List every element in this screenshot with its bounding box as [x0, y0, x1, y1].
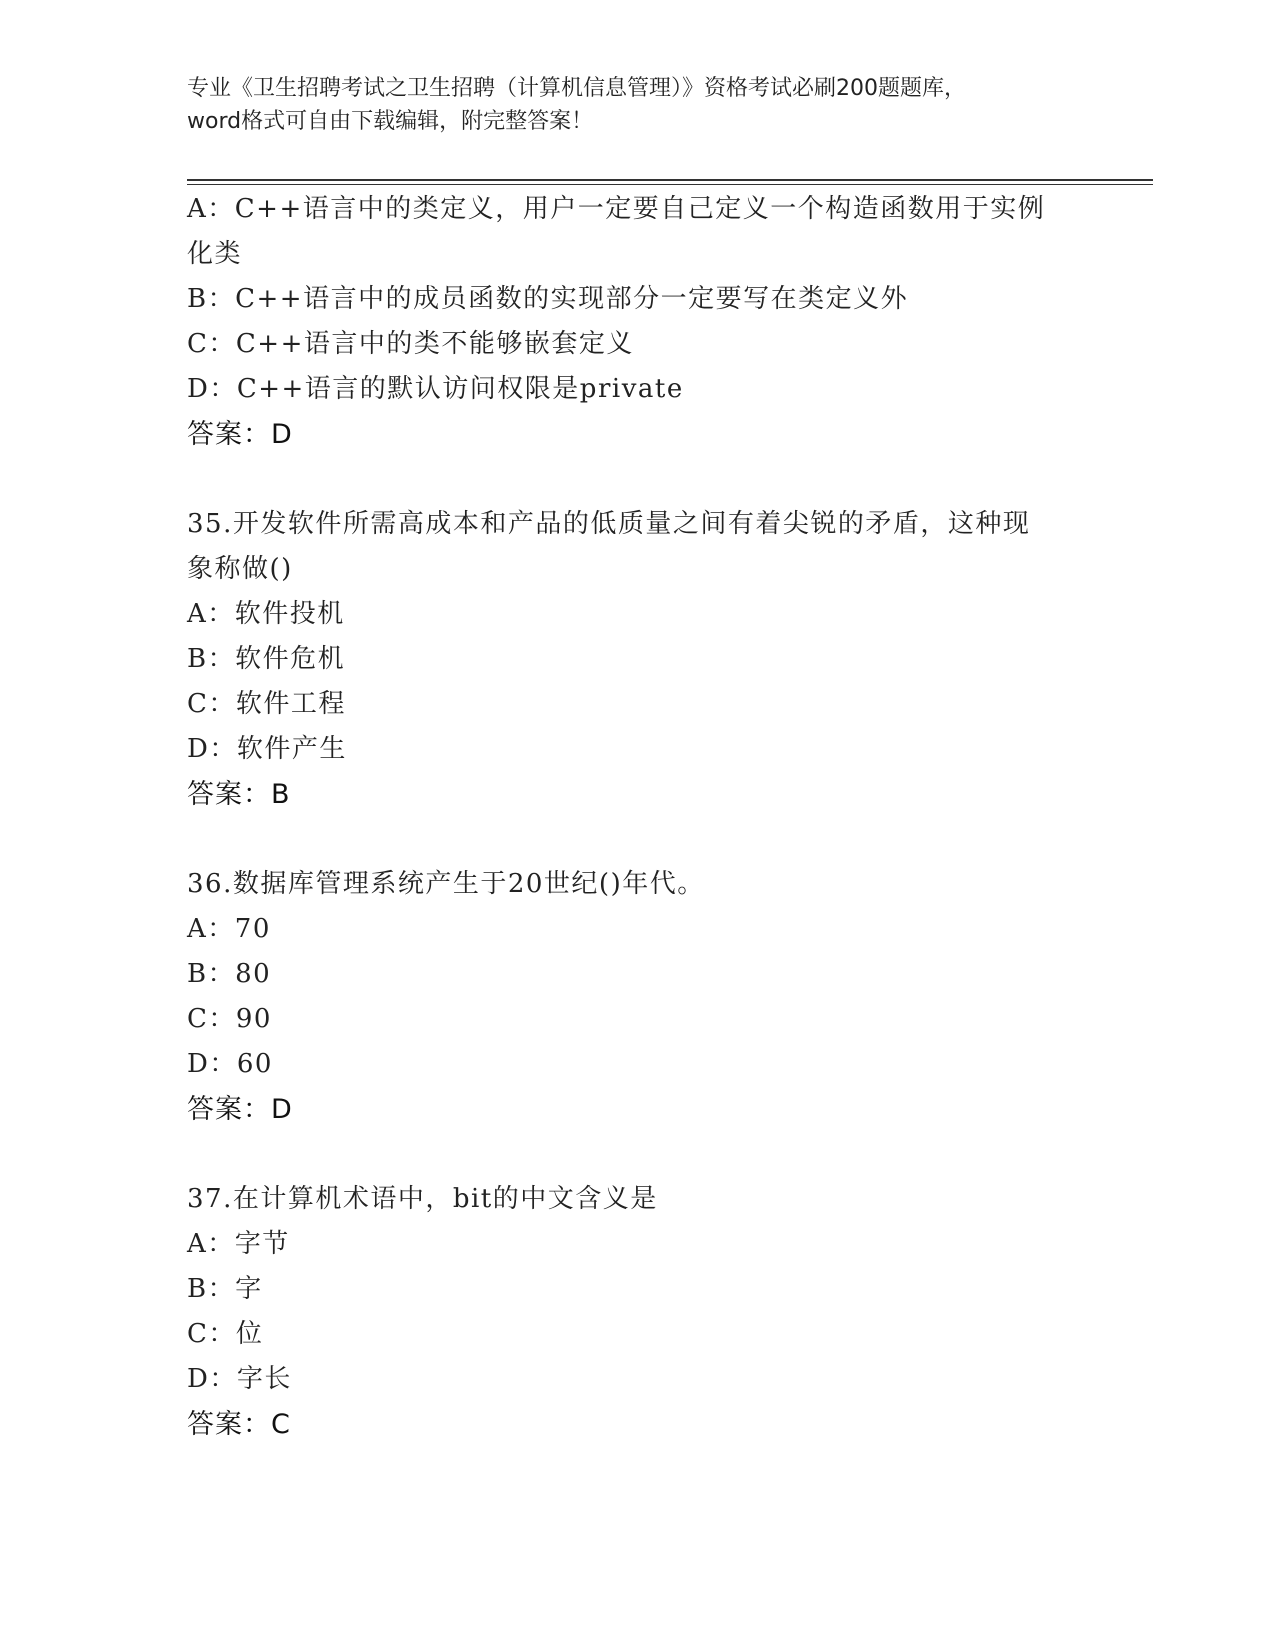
- question-list: [187, 187, 1087, 1447]
- spacer: [187, 1132, 1087, 1177]
- header-divider-thin: [187, 184, 1153, 185]
- answer: 答案：B: [187, 779, 291, 810]
- option-a: A：字节: [187, 1229, 290, 1259]
- option-d: D：字长: [187, 1364, 292, 1394]
- question-stem: 36.数据库管理系统产生于20世纪()年代。: [187, 869, 705, 899]
- option-d: D：软件产生: [187, 734, 347, 764]
- answer: 答案：D: [187, 419, 293, 450]
- option-b: B：80: [187, 959, 272, 989]
- option-a: A：软件投机: [187, 599, 345, 629]
- option-b: B：字: [187, 1274, 263, 1304]
- question-37: [187, 1177, 1087, 1447]
- question-stem: 37.在计算机术语中，bit的中文含义是: [187, 1184, 658, 1214]
- option-a: A：70: [187, 914, 271, 944]
- question-36: [187, 862, 1087, 1132]
- question-34: [187, 187, 1087, 457]
- option-c: C：90: [187, 1004, 272, 1034]
- option-d: D：C++语言的默认访问权限是private: [187, 374, 684, 404]
- answer: 答案：C: [187, 1409, 291, 1440]
- header-divider-thick: [187, 179, 1153, 181]
- question-stem-line-1: 35.开发软件所需高成本和产品的低质量之间有着尖锐的矛盾，这种现: [187, 509, 1031, 539]
- option-b: B：软件危机: [187, 644, 346, 674]
- document-header: [187, 72, 1087, 138]
- header-line-2: word格式可自由下载编辑，附完整答案！: [187, 109, 594, 134]
- option-c: C：软件工程: [187, 689, 346, 719]
- option-a-line-1: A：C++语言中的类定义，用户一定要自己定义一个构造函数用于实例: [187, 194, 1046, 224]
- option-d: D：60: [187, 1049, 273, 1079]
- option-a-line-2: 化类: [187, 239, 243, 269]
- question-stem-line-2: 象称做(): [187, 554, 293, 584]
- answer: 答案：D: [187, 1094, 293, 1125]
- header-line-1: 专业《卫生招聘考试之卫生招聘（计算机信息管理）》资格考试必刷200题题库，: [187, 76, 966, 101]
- option-c: C：C++语言中的类不能够嵌套定义: [187, 329, 634, 359]
- spacer: [187, 817, 1087, 862]
- option-b: B：C++语言中的成员函数的实现部分一定要写在类定义外: [187, 284, 909, 314]
- option-c: C：位: [187, 1319, 264, 1349]
- question-35: [187, 502, 1087, 817]
- spacer: [187, 457, 1087, 502]
